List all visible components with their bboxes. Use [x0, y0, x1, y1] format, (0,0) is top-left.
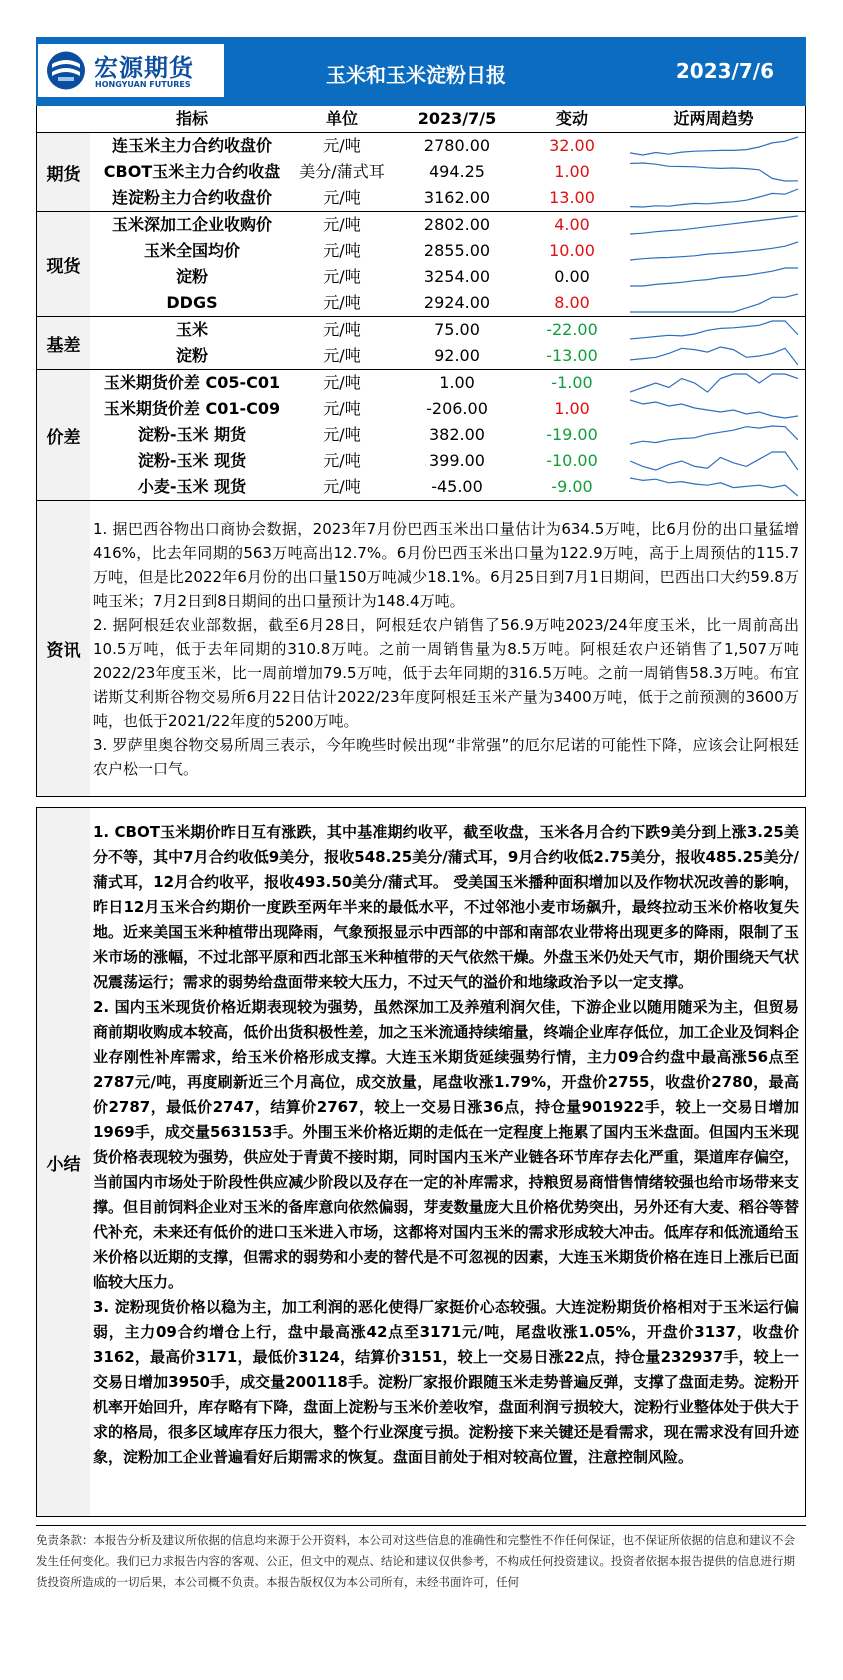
report-header	[36, 37, 806, 106]
sparkline-chart	[630, 425, 798, 445]
indicator-change: 1.00	[554, 162, 590, 181]
trend-sparkline	[622, 290, 805, 316]
sparkline-line	[630, 452, 798, 470]
sparkline-chart	[630, 477, 798, 497]
table-group	[37, 369, 805, 500]
trend-sparkline	[622, 238, 805, 264]
indicator-name: 玉米全国均价	[143, 241, 240, 260]
company-logo	[38, 44, 224, 97]
indicator-change: -19.00	[546, 425, 598, 444]
indicator-name: 连玉米主力合约收盘价	[111, 136, 272, 155]
indicator-value: 382.00	[429, 425, 485, 444]
table-group	[37, 316, 805, 369]
indicator-name: 淀粉-玉米 现货	[137, 451, 247, 470]
indicator-unit: 元/吨	[323, 136, 361, 155]
logo-chinese-name: 宏源期货	[94, 54, 194, 82]
indicator-unit: 元/吨	[323, 399, 361, 418]
indicator-value: 399.00	[429, 451, 485, 470]
table-row	[37, 238, 805, 264]
sparkline-line	[630, 347, 798, 365]
news-paragraph: 1. 据巴西谷物出口商协会数据，2023年7月份巴西玉米出口量估计为634.5万吨，比6月份的出口量猛增416%，比去年同期的563万吨高出12.7%。6月份巴西玉米出口量为122.9万吨，高于上周预估的115.7万吨，但是比2022年6月份的出口量150万吨减少18.1%。6月25日到7月1日期间，巴西出口大约59.8万吨玉米；7月2日到8日期间的出口量预计为148.4万吨。	[93, 520, 799, 610]
news-paragraph: 3. 罗萨里奥谷物交易所周三表示，今年晚些时候出现“非常强”的厄尔尼诺的可能性下降，应该会让阿根廷农户松一口气。	[93, 736, 799, 778]
indicator-unit: 元/吨	[323, 267, 361, 286]
trend-sparkline	[622, 212, 805, 238]
sparkline-line	[630, 294, 798, 312]
table-row	[37, 290, 805, 316]
indicator-change: 1.00	[554, 399, 590, 418]
sparkline-line	[630, 163, 798, 181]
indicator-name: 玉米	[175, 320, 208, 339]
indicator-name: 小麦-玉米 现货	[137, 477, 247, 496]
table-row	[37, 448, 805, 474]
indicator-name: 淀粉-玉米 期货	[137, 425, 247, 444]
sparkline-chart	[630, 162, 798, 182]
indicator-unit: 元/吨	[323, 241, 361, 260]
news-body	[93, 517, 799, 781]
indicator-unit: 元/吨	[323, 425, 361, 444]
indicator-unit: 元/吨	[323, 188, 361, 207]
sparkline-line	[630, 268, 798, 286]
indicator-change: -1.00	[551, 373, 593, 392]
group-label: 现货	[37, 212, 90, 316]
indicator-name: 连淀粉主力合约收盘价	[111, 188, 272, 207]
trend-sparkline	[622, 422, 805, 448]
group-label: 期货	[37, 133, 90, 211]
report-date: 2023/7/6	[675, 59, 774, 83]
indicator-name: DDGS	[166, 293, 218, 312]
indicator-change: 4.00	[554, 215, 590, 234]
table-row	[37, 212, 805, 238]
table-group	[37, 211, 805, 316]
indicator-value: 1.00	[439, 373, 475, 392]
table-row	[37, 264, 805, 290]
indicator-change: 10.00	[549, 241, 595, 260]
summary-paragraph: 1. CBOT玉米期价昨日互有涨跌，其中基准期约收平，截至收盘，玉米各月合约下跌9美分到上涨3.25美分不等，其中7月合约收低9美分，报收548.25美分/蒲式耳，9月合约收低2.75美分，报收485.25美分/蒲式耳，12月合约收平，报收493.50美分/蒲式耳。 受美国玉米播种面积增加以及作物状况改善的影响，昨日12月玉米合约期价一度跌至两年半来的最低水平，不过邻池小麦市场飙升，最终拉动玉米价格收复失地。近来美国玉米种植带出现降雨，气象预报显示中西部的中部和南部农业带将出现更多的降雨，限制了玉米市场的涨幅，不过北部平原和西北部玉米种植带的天气依然干燥。外盘玉米仍处天气市，期价围绕天气状况震荡运行；需求的弱势给盘面带来较大压力，不过天气的溢价和地缘政治予以一定支撑。	[93, 823, 799, 991]
sparkline-line	[630, 137, 798, 155]
indicator-value: 92.00	[434, 346, 480, 365]
table-row	[37, 159, 805, 185]
sparkline-chart	[630, 399, 798, 419]
indicator-change: -10.00	[546, 451, 598, 470]
trend-sparkline	[622, 133, 805, 159]
table-body	[37, 132, 805, 500]
table-row	[37, 185, 805, 211]
indicator-change: -13.00	[546, 346, 598, 365]
indicator-unit: 元/吨	[323, 293, 361, 312]
group-label: 基差	[37, 317, 90, 369]
indicator-value: -206.00	[426, 399, 488, 418]
column-header-trend: 近两周趋势	[673, 109, 754, 128]
sparkline-chart	[630, 320, 798, 340]
indicator-change: 0.00	[554, 267, 590, 286]
sparkline-chart	[630, 267, 798, 287]
indicator-change: 32.00	[549, 136, 595, 155]
indicator-unit: 美分/蒲式耳	[299, 162, 385, 181]
indicator-change: -22.00	[546, 320, 598, 339]
table-row	[37, 370, 805, 396]
sparkline-line	[630, 321, 798, 339]
table-row	[37, 317, 805, 343]
column-header-change: 变动	[555, 109, 588, 128]
sparkline-line	[630, 478, 798, 496]
indicator-value: 3254.00	[423, 267, 491, 286]
trend-sparkline	[622, 448, 805, 474]
news-paragraph: 2. 据阿根廷农业部数据，截至6月28日，阿根廷农户销售了56.9万吨2023/24年度玉米，比一周前高出10.5万吨，低于去年同期的310.8万吨。之前一周销售量为8.5万吨。阿根廷农户还销售了1,507万吨2022/23年度玉米，比一周前增加79.5万吨，低于去年同期的316.5万吨。之前一周销售58.3万吨。布宜诺斯艾利斯谷物交易所6月22日估计2022/23年度阿根廷玉米产量为3400万吨，低于之前预测的3600万吨，也低于2021/22年度的5200万吨。	[93, 616, 799, 730]
sparkline-chart	[630, 373, 798, 393]
group-label: 价差	[37, 370, 90, 500]
hongyuan-logo-icon	[44, 50, 88, 91]
indicator-unit: 元/吨	[323, 320, 361, 339]
trend-sparkline	[622, 396, 805, 422]
indicator-value: -45.00	[431, 477, 483, 496]
table-row	[37, 474, 805, 500]
sparkline-chart	[630, 241, 798, 261]
sparkline-line	[630, 189, 798, 207]
summary-section	[36, 807, 806, 1517]
news-label: 资讯	[37, 501, 90, 796]
column-header-unit: 单位	[325, 109, 358, 128]
indicator-name: 玉米期货价差 C05-C01	[103, 373, 281, 392]
indicator-table	[36, 106, 806, 500]
indicator-name: 淀粉	[175, 346, 208, 365]
indicator-value: 2802.00	[423, 215, 491, 234]
indicator-value: 3162.00	[423, 188, 491, 207]
sparkline-line	[630, 216, 798, 234]
trend-sparkline	[622, 474, 805, 500]
indicator-name: 淀粉	[175, 267, 208, 286]
trend-sparkline	[622, 343, 805, 369]
indicator-value: 2924.00	[423, 293, 491, 312]
sparkline-line	[630, 400, 798, 418]
daily-report	[36, 37, 806, 1593]
column-header-date: 2023/7/5	[417, 109, 497, 128]
sparkline-line	[630, 242, 798, 260]
column-header-indicator: 指标	[175, 109, 208, 128]
news-section	[36, 500, 806, 797]
table-header-row	[37, 106, 805, 132]
indicator-value: 2780.00	[423, 136, 491, 155]
logo-english-name: HONGYUAN FUTURES	[95, 80, 191, 89]
indicator-unit: 元/吨	[323, 373, 361, 392]
table-row	[37, 343, 805, 369]
table-group	[37, 132, 805, 211]
sparkline-chart	[630, 136, 798, 156]
sparkline-chart	[630, 215, 798, 235]
indicator-unit: 元/吨	[323, 346, 361, 365]
indicator-unit: 元/吨	[323, 451, 361, 470]
sparkline-chart	[630, 346, 798, 366]
summary-label: 小结	[37, 808, 90, 1516]
table-row	[37, 133, 805, 159]
sparkline-line	[630, 426, 798, 444]
trend-sparkline	[622, 370, 805, 396]
table-row	[37, 422, 805, 448]
indicator-name: CBOT玉米主力合约收盘	[103, 162, 281, 181]
table-row	[37, 396, 805, 422]
sparkline-chart	[630, 451, 798, 471]
trend-sparkline	[622, 185, 805, 211]
summary-paragraph: 3. 淀粉现货价格以稳为主，加工利润的恶化使得厂家挺价心态较强。大连淀粉期货价格相对于玉米运行偏弱，主力09合约增仓上行，盘中最高涨42点至3171元/吨，尾盘收涨1.05%，开盘价3137，收盘价3162，最高价3171，最低价3124，结算价3151，较上一交易日涨22点，持仓量232937手，较上一交易日增加3950手，成交量200118手。淀粉厂家报价跟随玉米走势普遍反弹，支撑了盘面走势。淀粉开机率开始回升，库存略有下降，盘面上淀粉与玉米价差收窄，盘面利润亏损较大，淀粉行业整体处于供大于求的格局，很多区域库存压力很大，整个行业深度亏损。淀粉接下来关键还是看需求，现在需求没有回升迹象，淀粉加工企业普遍看好后期需求的恢复。盘面目前处于相对较高位置，注意控制风险。	[93, 1298, 799, 1466]
indicator-name: 玉米深加工企业收购价	[111, 215, 272, 234]
trend-sparkline	[622, 159, 805, 185]
indicator-change: 8.00	[554, 293, 590, 312]
indicator-value: 494.25	[429, 162, 485, 181]
indicator-change: 13.00	[549, 188, 595, 207]
indicator-value: 75.00	[434, 320, 480, 339]
sparkline-line	[630, 374, 798, 392]
report-title: 玉米和玉米淀粉日报	[326, 63, 506, 87]
indicator-value: 2855.00	[423, 241, 491, 260]
summary-body	[93, 820, 799, 1470]
trend-sparkline	[622, 264, 805, 290]
sparkline-chart	[630, 188, 798, 208]
summary-paragraph: 2. 国内玉米现货价格近期表现较为强势，虽然深加工及养殖利润欠佳，下游企业以随用随采为主，但贸易商前期收购成本较高，低价出货积极性差，加之玉米流通持续缩量，终端企业库存低位，加工企业及饲料企业存刚性补库需求，给玉米价格形成支撑。大连玉米期货延续强势行情，主力09合约盘中最高涨56点至2787元/吨，再度刷新近三个月高位，成交放量，尾盘收涨1.79%，开盘价2755，收盘价2780，最高价2787，最低价2747，结算价2767，较上一交易日涨36点，持仓量901922手，较上一交易日增加1969手，成交量563153手。外围玉米价格近期的走低在一定程度上拖累了国内玉米盘面。但国内玉米现货价格表现较为强势，供应处于青黄不接时期，同时国内玉米产业链各环节库存去化严重，渠道库存偏空，当前国内市场处于阶段性供应减少阶段以及存在一定的补库需求，持粮贸易商惜售情绪较强也给市场带来支撑。但目前饲料企业对玉米的备库意向依然偏弱，芽麦数量庞大且价格优势突出，另外还有大麦、稻谷等替代补充，未来还有低价的进口玉米进入市场，这都将对国内玉米的需求形成较大冲击。低库存和低流通给玉米价格以近期的支撑，但需求的弱势和小麦的替代是不可忽视的因素，大连玉米期货价格在连日上涨后已面临较大压力。	[93, 998, 799, 1291]
sparkline-chart	[630, 293, 798, 313]
disclaimer: 免责条款：本报告分析及建议所依据的信息均来源于公开资料，本公司对这些信息的准确性和完整性不作任何保证，也不保证所依据的信息和建议不会发生任何变化。我们已力求报告内容的客观、公正，但文中的观点、结论和建议仅供参考，不构成任何投资建议。投资者依据本报告提供的信息进行期货投资所造成的一切后果，本公司概不负责。本报告版权仅为本公司所有，未经书面许可，任何	[36, 1525, 806, 1593]
indicator-unit: 元/吨	[323, 477, 361, 496]
trend-sparkline	[622, 317, 805, 343]
indicator-change: -9.00	[551, 477, 593, 496]
indicator-name: 玉米期货价差 C01-C09	[103, 399, 281, 418]
indicator-unit: 元/吨	[323, 215, 361, 234]
